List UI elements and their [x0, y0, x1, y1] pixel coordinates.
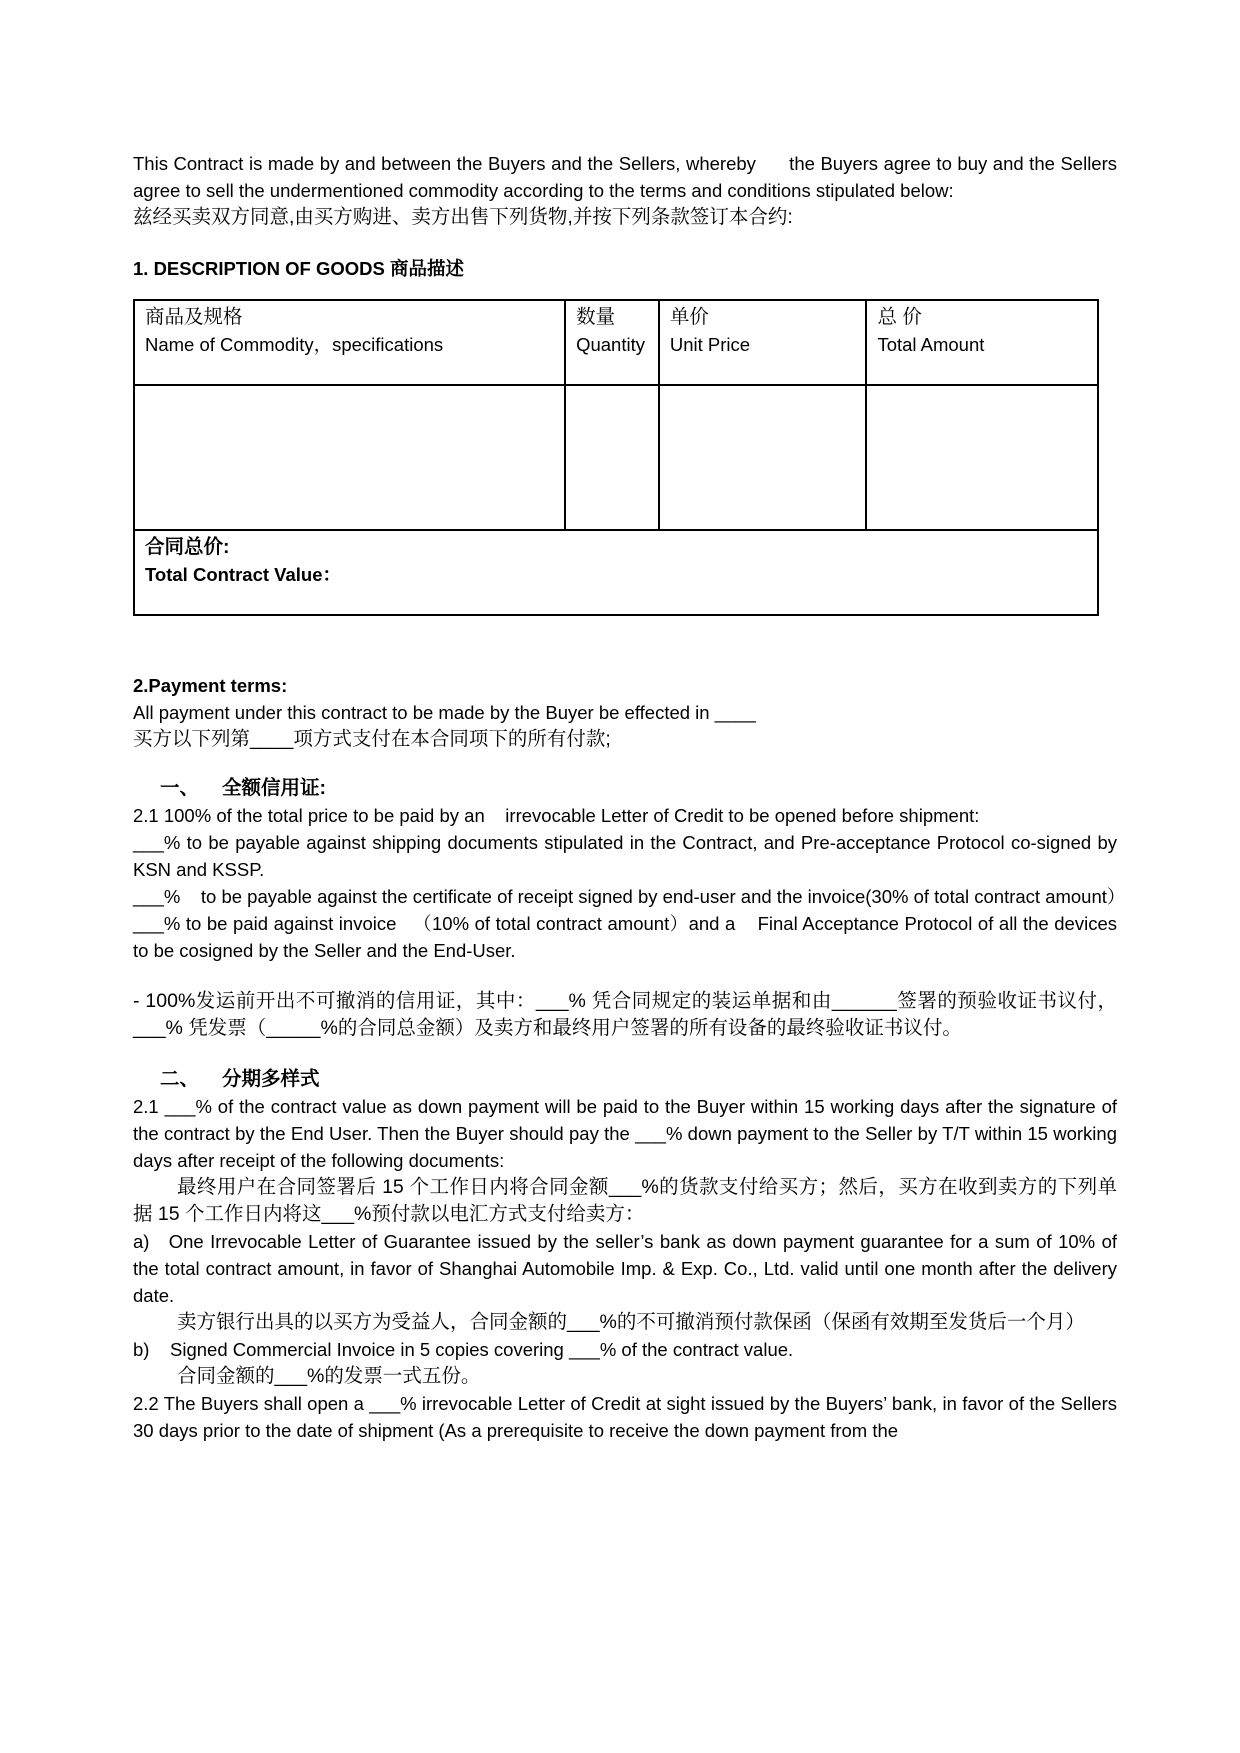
goods-table — [133, 299, 1099, 616]
option2-number: 二、 — [160, 1068, 200, 1090]
goods-table-row — [134, 385, 1098, 530]
cell-unit-price[interactable] — [659, 385, 867, 530]
intro-en: This Contract is made by and between the Buyers and the Sellers, whereby the Buyers agree to buy and the Sellers agree to sell the undermentioned commodity according to the terms and conditions stipulated below: — [133, 153, 1117, 201]
option1-p4: ___% to be paid against invoice （10% of total contract amount）and a Final Acceptance Protocol of all the devices to be cosigned by the Seller and the End-User. — [133, 913, 1117, 961]
section1-title: 1. DESCRIPTION OF GOODS 商品描述 — [133, 258, 464, 279]
header-total-amount: 总 价 Total Amount — [866, 300, 1098, 385]
option1-title: 全额信用证: — [222, 777, 326, 799]
option2-p22: 2.2 The Buyers shall open a ___% irrevocable Letter of Credit at sight issued by the Buyers’ bank, in favor of the Sellers 30 days prior to the date of shipment (As a prerequisite to receive the down payment from the — [133, 1393, 1117, 1441]
option1-p3: ___% to be payable against the certificate of receipt signed by end-user and the invoice(30% of total contract amount） — [133, 886, 1126, 907]
option2-b: b) Signed Commercial Invoice in 5 copies covering ___% of the contract value. — [133, 1339, 794, 1360]
option1-p2: ___% to be payable against shipping documents stipulated in the Contract, and Pre-acceptance Protocol co-signed by KSN and KSSP. — [133, 832, 1117, 880]
header-quantity: 数量 Quantity — [565, 300, 659, 385]
goods-table-header — [134, 300, 1098, 385]
total-contract-value: 合同总价: Total Contract Value： — [134, 530, 1098, 615]
option1-heading — [133, 775, 1117, 802]
goods-table-total — [134, 530, 1098, 615]
contract-content — [133, 150, 1126, 1444]
option2-p1: 2.1 ___% of the contract value as down payment will be paid to the Buyer within 15 working days after the signature of the contract by the End User. Then the Buyer should pay the ___% down payment to the Seller by T/T within 15 working days after receipt of the following documents: — [133, 1096, 1117, 1171]
option2-title: 分期多样式 — [222, 1068, 320, 1090]
payment-line-zh: 买方以下列第____项方式支付在本合同项下的所有付款; — [133, 728, 611, 750]
option1-p5: - 100%发运前开出不可撤消的信用证，其中：___% 凭合同规定的装运单据和由______签署的预验收证书议付，___% 凭发票（_____%的合同总金额）及卖方和最终用户签署的所有设备的最终验收证书议付。 — [133, 990, 1117, 1039]
intro-zh: 兹经买卖双方同意,由买方购进、卖方出售下列货物,并按下列条款签订本合约: — [133, 206, 793, 228]
cell-total-amount[interactable] — [866, 385, 1098, 530]
section2-title: 2.Payment terms: — [133, 675, 288, 696]
option2-p1-zh: 最终用户在合同签署后 15 个工作日内将合同金额___%的货款支付给买方；然后，买方在收到卖方的下列单据 15 个工作日内将这___%预付款以电汇方式支付给卖方： — [133, 1176, 1117, 1225]
option2-b-zh: 合同金额的___%的发票一式五份。 — [177, 1365, 481, 1387]
option1-number: 一、 — [160, 777, 200, 799]
option1-p1: 2.1 100% of the total price to be paid by an irrevocable Letter of Credit to be opened before shipment: — [133, 805, 980, 826]
header-commodity: 商品及规格 Name of Commodity，specifications — [134, 300, 565, 385]
header-unit-price: 单价 Unit Price — [659, 300, 867, 385]
option2-a-zh: 卖方银行出具的以买方为受益人，合同金额的___%的不可撤消预付款保函（保函有效期至发货后一个月） — [177, 1311, 1085, 1333]
payment-line-en: All payment under this contract to be made by the Buyer be effected in ____ — [133, 702, 756, 723]
cell-quantity[interactable] — [565, 385, 659, 530]
cell-commodity[interactable] — [134, 385, 565, 530]
option2-a: a) One Irrevocable Letter of Guarantee issued by the seller’s bank as down payment guarantee for a sum of 10% of the total contract amount, in favor of Shanghai Automobile Imp. & Exp. Co., Ltd. valid until one month after the delivery date. — [133, 1231, 1117, 1306]
option2-heading — [133, 1066, 1117, 1093]
